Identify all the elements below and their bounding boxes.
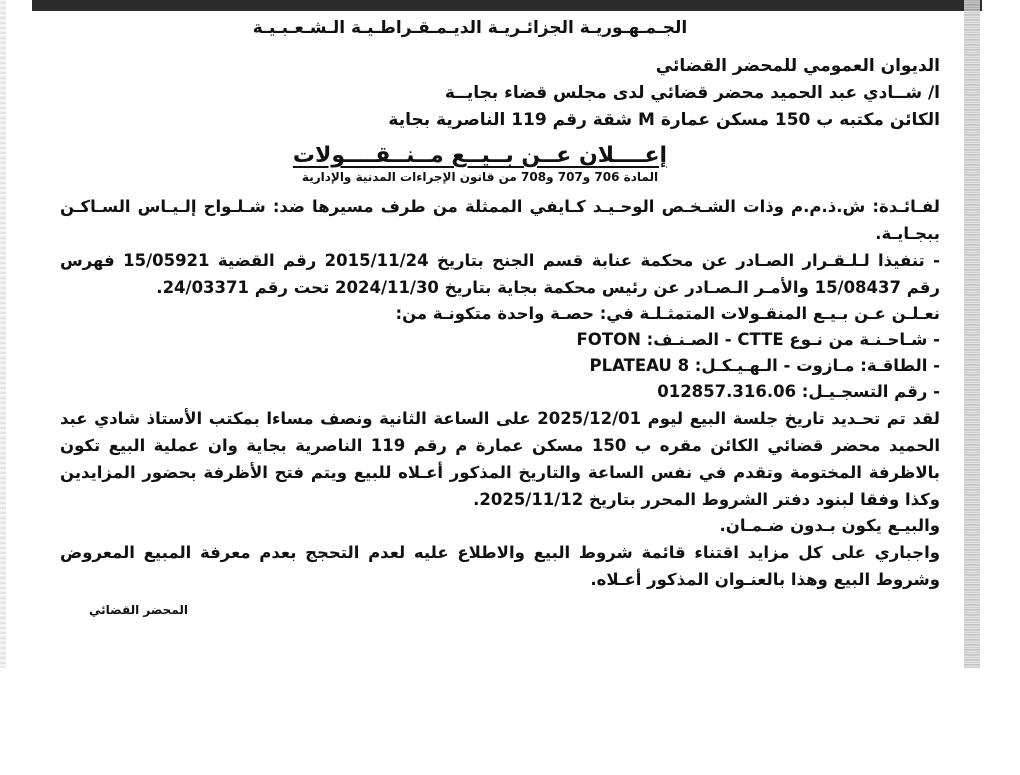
announcement-title: إعــــلان عــن بــيــع مــنــقــــولات bbox=[292, 143, 668, 169]
bailiff-name: ا/ شــادي عبد الحميد محضر قضائي لدى مجلس قضاء بجايــة bbox=[444, 83, 940, 104]
scan-right-edge bbox=[964, 0, 980, 668]
auction-details-paragraph: لقد تم تحـديد تاريخ جلسة البيع ليوم 2025/12/01 على الساعة الثانية ونصف مساءا بمكتب الأستاذ شادي عبد الحميد محضر قضائي الكائن مقره ب 150 مسكن عمارة م رقم 119 الناصرية بجاية وان عملية البيع تكون بالاظرفة المختومة وتقدم في نفس الساعة والتاريخ المذكور أعـلاه للبيع ويتم فتح الأظرفة بحضور المزايدين وكذا وفقا لبنود دفتر الشروط المحرر بتاريخ 2025/11/12. bbox=[60, 408, 941, 509]
guarantee-line: والبيـع يكون بـدون ضـمـان. bbox=[719, 515, 940, 535]
item-energy: - الطاقـة: مـازوت - الـهـيـكـل: PLATEAU 8 bbox=[589, 355, 940, 375]
legal-basis: المادة 706 و707 و708 من قانون الإجراءات المدنية والإدارية bbox=[301, 169, 659, 184]
scan-left-edge bbox=[0, 0, 6, 668]
beneficiary-paragraph: لفـائـدة: ش.ذ.م.م وذات الشـخـص الوحـيـد كـايفي الممثلة من طرف مسيرها ضد: شـلـواح إلـيـاس السـاكـن ببجـايـة. bbox=[60, 196, 940, 243]
scan-top-border bbox=[32, 0, 982, 11]
republic-heading: الجـمـهـوريـة الجزائـريـة الديـمـقـراطـيـة الـشـعـبـيـة bbox=[252, 18, 688, 38]
item-truck: - شـاحـنـة من نـوع CTTE - الصـنـف: FOTON bbox=[576, 329, 940, 349]
office-address: الكائن مكتبه ب 150 مسكن عمارة M شقة رقم 119 الناصرية بجاية bbox=[388, 110, 940, 131]
execution-paragraph: - تنفيذا لـلـقـرار الصـادر عن محكمة عنابة قسم الجنح بتاريخ 2015/11/24 رقم القضية 15/05921 فهرس رقم 15/08437 والأمـر الـصـادر عن رئيس محكمة بجاية بتاريخ 2024/11/30 تحت رقم 24/03371. bbox=[60, 250, 940, 297]
announce-line: نعـلـن عـن بـيـع المنقـولات المتمثـلـة في: حصـة واحدة متكونـة من: bbox=[395, 303, 940, 323]
signature: المحضر القضائي bbox=[88, 602, 188, 617]
announcement-document bbox=[60, 18, 940, 618]
office-name: الديوان العمومي للمحضر القضائي bbox=[655, 56, 940, 77]
obligation-paragraph: واجباري على كل مزايد اقتناء قائمة شروط البيع والاطلاع عليه لعدم التحجج بعدم معرفة المبيع المعروض وشروط البيع وهذا بالعنـوان المذكور أعـلاه. bbox=[60, 542, 940, 589]
item-registration: - رقم التسجـيـل: 012857.316.06 bbox=[657, 381, 940, 401]
